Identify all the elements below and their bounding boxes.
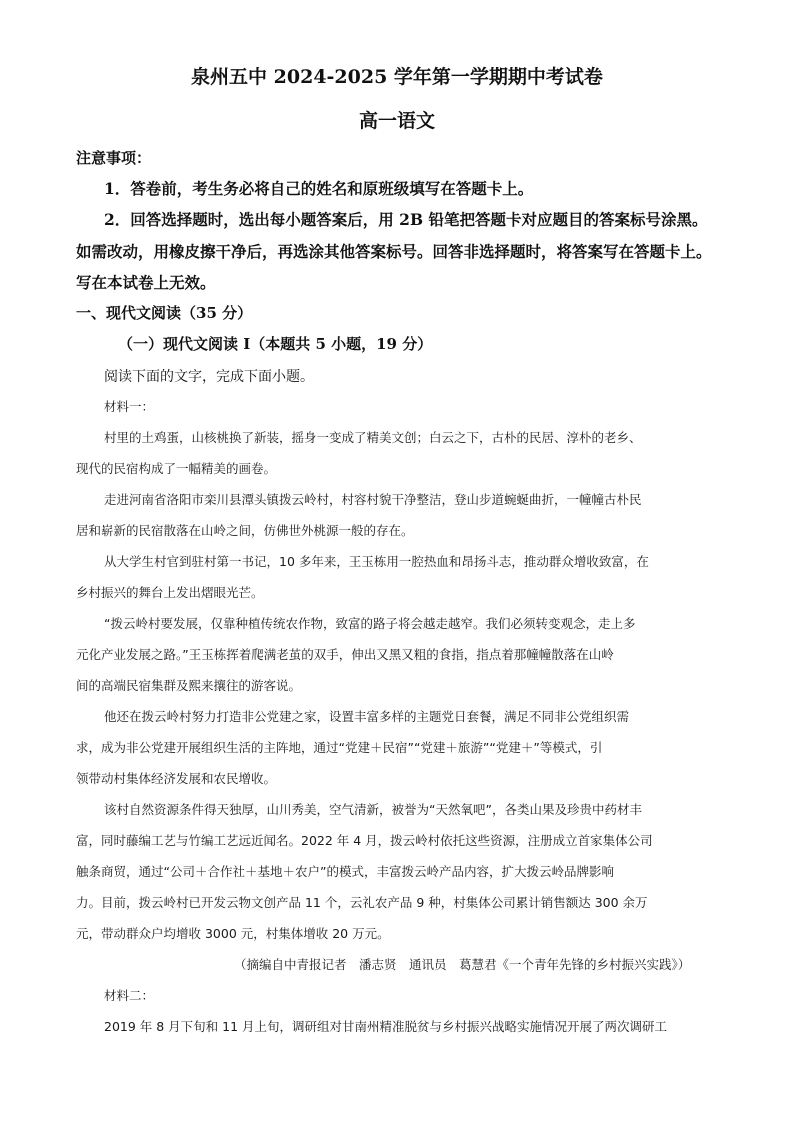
- note-item-1: 1．答卷前，考生务必将自己的姓名和原班级填写在答题卡上。: [104, 179, 534, 198]
- passage-line: 村里的土鸡蛋，山核桃换了新装，摇身一变成了精美文创；白云之下，古朴的民居、淳朴的老乡、: [104, 430, 642, 445]
- passage-line: 求，成为非公党建开展组织生活的主阵地，通过“党建＋民宿”“党建＋旅游”“党建＋”等模式，引: [76, 740, 603, 755]
- passage-line: 领带动村集体经济发展和农民增收。: [76, 771, 277, 786]
- passage-line: 元，带动群众户均增收 3000 元，村集体增收 20 万元。: [76, 926, 390, 941]
- passage-line: 现代的民宿构成了一幅精美的画卷。: [76, 461, 277, 476]
- passage-line: 间的高端民宿集群及熙来攘往的游客说。: [76, 678, 302, 693]
- passage-line: 富，同时藤编工艺与竹编工艺远近闻名。2022 年 4 月，拨云岭村依托这些资源，注册成立首家集体公司: [76, 833, 653, 848]
- exam-subject: 高一语文: [358, 110, 435, 132]
- passage-line: 居和崭新的民宿散落在山岭之间，仿佛世外桃源一般的存在。: [76, 523, 414, 538]
- passage-line: 走进河南省洛阳市栾川县潭头镇拨云岭村，村容村貌干净整洁，登山步道蜿蜒曲折，一幢幢古朴民: [104, 492, 642, 507]
- note-item-2-line-2: 如需改动，用橡皮擦干净后，再选涂其他答案标号。回答非选择题时，将答案写在答题卡上。: [76, 242, 712, 261]
- section-heading: 一、现代文阅读（35 分）: [76, 304, 253, 322]
- exam-title: 泉州五中 2024-2025 学年第一学期期中考试卷: [191, 66, 603, 88]
- passage-line: 力。目前，拨云岭村已开发云物文创产品 11 个，云礼农产品 9 种，村集体公司累计销售额达 300 余万: [76, 895, 648, 910]
- passage-line: 他还在拨云岭村努力打造非公党建之家，设置丰富多样的主题党日套餐，满足不同非公党组织需: [104, 709, 630, 724]
- note-item-2-line-3: 写在本试卷上无效。: [76, 273, 216, 292]
- passage-line: 乡村振兴的舞台上发出熠眼光芒。: [76, 585, 264, 600]
- material-1-label: 材料一：: [104, 399, 155, 414]
- passage-line: 2019 年 8 月下旬和 11 月上旬，调研组对甘南州精准脱贫与乡村振兴战略实施情况开展了两次调研工: [104, 1019, 668, 1034]
- source-citation: （摘编自中青报记者 潘志贤 通讯员 葛慧君《一个青年先锋的乡村振兴实践》）: [234, 957, 691, 972]
- passage-line: 元化产业发展之路。”王玉栋挥着爬满老茧的双手，伸出又黑又粗的食指，指点着那幢幢散落在山岭: [76, 647, 614, 662]
- subsection-heading: （一）现代文阅读 I（本题共 5 小题，19 分）: [118, 335, 433, 353]
- passage-line: 该村自然资源条件得天独厚，山川秀美，空气清新，被誉为“天然氧吧”，各类山果及珍贵中药材丰: [104, 802, 642, 817]
- material-2-label: 材料二：: [104, 988, 155, 1003]
- note-item-2-line-1: 2．回答选择题时，选出每小题答案后，用 2B 铅笔把答题卡对应题目的答案标号涂黑。: [104, 210, 708, 229]
- passage-line: “拨云岭村要发展，仅靠种植传统农作物，致富的路子将会越走越窄。我们必须转变观念，走上多: [104, 616, 636, 631]
- passage-line: 从大学生村官到驻村第一书记，10 多年来，王玉栋用一腔热血和昂扬斗志，推动群众增收致富，在: [104, 554, 649, 569]
- passage-line: 触条商贸，通过“公司＋合作社＋基地＋农户”的模式，丰富拨云岭产品内容，扩大拨云岭品牌影响: [76, 864, 614, 879]
- reading-instruction: 阅读下面的文字，完成下面小题。: [104, 369, 314, 385]
- notes-heading: 注意事项：: [76, 149, 152, 167]
